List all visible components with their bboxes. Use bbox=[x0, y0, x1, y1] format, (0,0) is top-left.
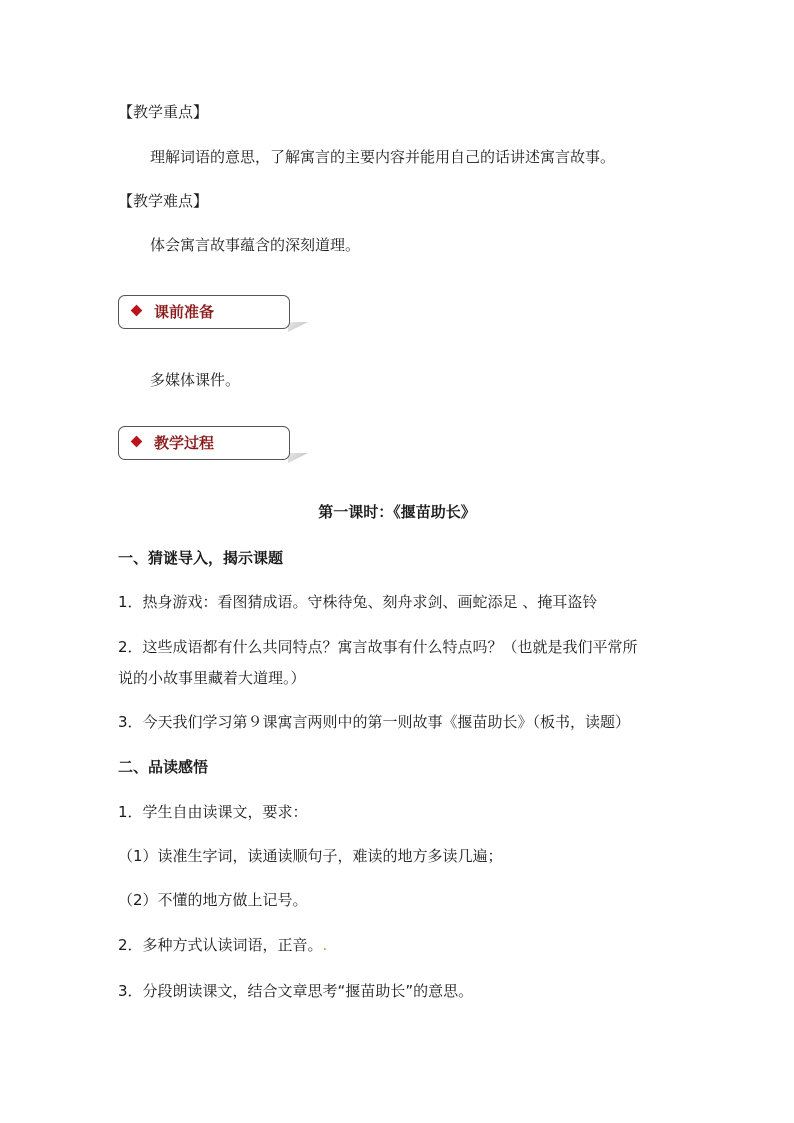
section-box-process bbox=[118, 426, 290, 460]
part2-req1: （1）读准生字词，读通读顺句子，难读的地方多读几遍； bbox=[118, 847, 503, 865]
part1-item2-line1: 2．这些成语都有什么共同特点？寓言故事有什么特点吗？（也就是我们平常所 bbox=[118, 638, 638, 656]
part2-item3: 3．分段朗读课文，结合文章思考“揠苗助长”的意思。 bbox=[118, 982, 474, 1000]
section-label-process: 教学过程 bbox=[154, 434, 215, 452]
section-box-shadow bbox=[288, 322, 308, 332]
part2-item2-text: 2．多种方式认读词语，正音。 bbox=[118, 936, 323, 954]
part2-item1: 1．学生自由读课文，要求： bbox=[118, 803, 308, 821]
part1-item3: 3．今天我们学习第９课寓言两则中的第一则故事《揠苗助长》（板书，读题） bbox=[118, 713, 631, 731]
section-label-preparation: 课前准备 bbox=[154, 303, 215, 321]
part2-item2 bbox=[118, 935, 327, 955]
lesson-title: 第一课时：《揠苗助长》 bbox=[318, 503, 476, 521]
preparation-text: 多媒体课件。 bbox=[150, 371, 241, 389]
difficulty-text: 体会寓言故事蕴含的深刻道理。 bbox=[150, 236, 361, 254]
diamond-bullet-icon bbox=[131, 436, 143, 448]
section-box-shadow bbox=[288, 453, 308, 463]
focus-heading: 【教学重点】 bbox=[118, 103, 209, 121]
part2-req2: （2）不懂的地方做上记号。 bbox=[118, 891, 308, 909]
part2-heading: 二、品读感悟 bbox=[118, 758, 209, 776]
part2-item2-mark: . bbox=[322, 936, 328, 954]
difficulty-heading: 【教学难点】 bbox=[118, 192, 209, 210]
section-box-preparation bbox=[118, 295, 290, 329]
part1-item2-line2: 说的小故事里藏着大道理。） bbox=[118, 669, 306, 687]
part1-heading: 一、猜谜导入，揭示课题 bbox=[118, 549, 284, 567]
focus-text: 理解词语的意思，了解寓言的主要内容并能用自己的话讲述寓言故事。 bbox=[150, 148, 616, 166]
diamond-bullet-icon bbox=[131, 305, 143, 317]
part1-item1: 1．热身游戏：看图猜成语。守株待兔、刻舟求剑、画蛇添足 、掩耳盗铃 bbox=[118, 593, 598, 611]
